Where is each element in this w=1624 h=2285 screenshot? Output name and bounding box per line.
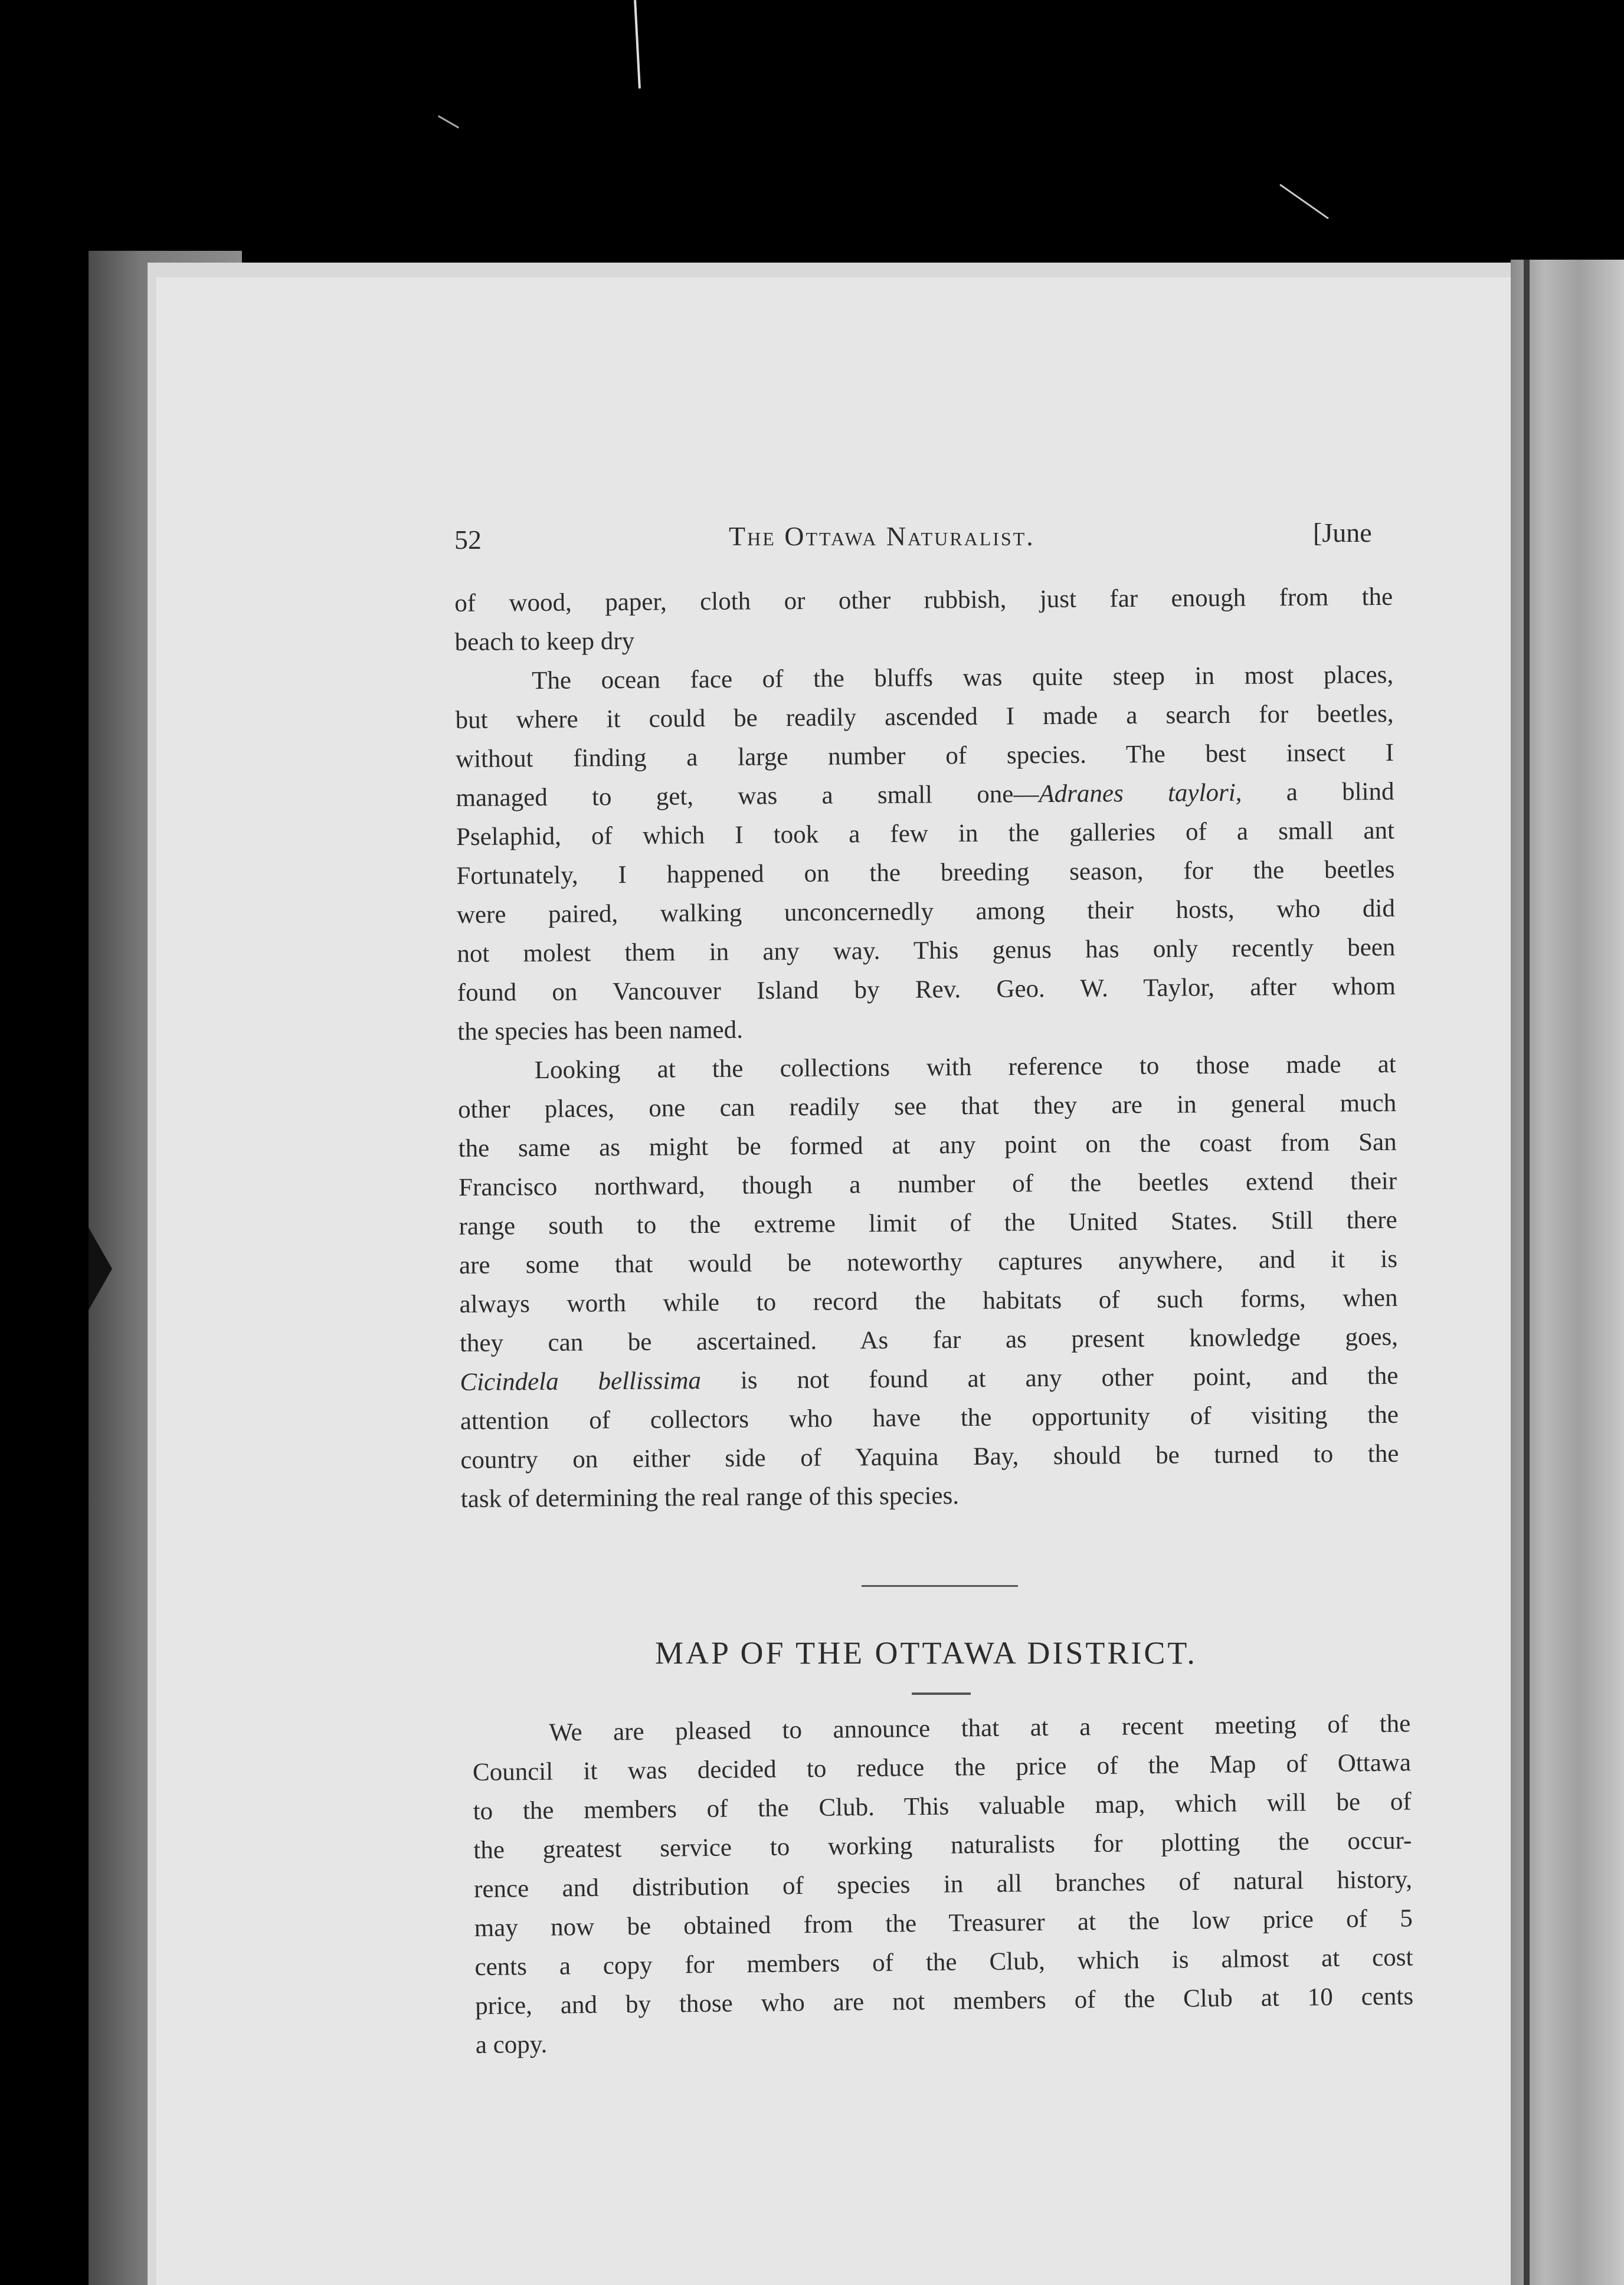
text-line: range south to the extreme limit of the United States. Still there xyxy=(459,1206,1397,1240)
text-line: may now be obtained from the Treasurer at the low price of 5 xyxy=(474,1904,1413,1942)
text-line-with-italic: Cicindela bellissima is not found at any other point, and the xyxy=(460,1361,1399,1396)
heading-underline xyxy=(912,1693,971,1695)
section-divider xyxy=(862,1585,1018,1587)
text-line: Council it was decided to reduce the price of the Map of Ottawa xyxy=(472,1749,1412,1786)
text-line: always worth while to record the habitats of such forms, when xyxy=(459,1284,1398,1318)
text-line: without finding a large number of species. The best insect I xyxy=(455,738,1394,773)
text-line: but where it could be readily ascended I made a search for beetles, xyxy=(455,699,1394,734)
text-line: attention of collectors who have the opportunity of visiting the xyxy=(460,1400,1399,1435)
page-number: 52 xyxy=(454,525,482,555)
board-notch xyxy=(89,1227,112,1310)
running-title: The Ottawa Naturalist. xyxy=(729,521,1035,551)
text-line: of wood, paper, cloth or other rubbish, just far enough from the xyxy=(454,582,1393,617)
text-line: to the members of the Club. This valuable map, which will be of xyxy=(473,1788,1412,1825)
text-line: a copy. xyxy=(475,2030,548,2059)
text-line: are some that would be noteworthy captures anywhere, and it is xyxy=(459,1245,1398,1279)
text-line: the same as might be formed at any point on the coast from San xyxy=(458,1128,1397,1163)
text-line: country on either side of Yaquina Bay, should be turned to the xyxy=(460,1439,1399,1474)
text-line: cents a copy for members of the Club, which is almost at cost xyxy=(474,1943,1413,1981)
species-name-italic: Cicindela bellissima xyxy=(460,1367,702,1396)
text-line: rence and distribution of species in all branches of natural history, xyxy=(473,1865,1413,1903)
text-line: The ocean face of the bluffs was quite steep in most places, xyxy=(531,660,1394,695)
text-line: the species has been named. xyxy=(457,1016,744,1046)
species-name-italic: Adranes taylori, xyxy=(1039,778,1242,808)
text-line: price, and by those who are not members of the Club at 10 cents xyxy=(474,1982,1414,2020)
text-line: Pselaphid, of which I took a few in the galleries of a small ant xyxy=(456,816,1395,851)
text-line: We are pleased to announce that at a recent meeting of the xyxy=(549,1710,1411,1747)
text-line: were paired, walking unconcernedly among their hosts, who did xyxy=(456,894,1396,929)
text-line: not molest them in any way. This genus has only recently been xyxy=(457,933,1396,968)
text-line: found on Vancouver Island by Rev. Geo. W. Taylor, after whom xyxy=(457,972,1396,1007)
text-line: task of determining the real range of this species. xyxy=(460,1482,960,1513)
text-line: the greatest service to working naturalists for plotting the occur- xyxy=(473,1826,1412,1864)
text-line: they can be ascertained. As far as present knowledge goes, xyxy=(459,1322,1399,1357)
map-announcement xyxy=(472,1704,1420,2098)
running-month: [June xyxy=(1313,518,1372,548)
spine-line xyxy=(1524,260,1530,2285)
text-line: Fortunately, I happened on the breeding season, for the beetles xyxy=(456,855,1395,890)
section-heading: MAP OF THE OTTAWA DISTRICT. xyxy=(655,1635,1197,1671)
text-line: other places, one can readily see that they are in general much xyxy=(458,1089,1397,1124)
text-line-with-italic: managed to get, was a small one—Adranes taylori, a blind xyxy=(456,777,1394,812)
article-continuation xyxy=(454,578,1405,1558)
text-line: beach to keep dry xyxy=(454,627,635,656)
text-line: Looking at the collections with reference to those made at xyxy=(534,1050,1396,1085)
text-line: Francisco northward, though a number of the beetles extend their xyxy=(458,1167,1397,1202)
